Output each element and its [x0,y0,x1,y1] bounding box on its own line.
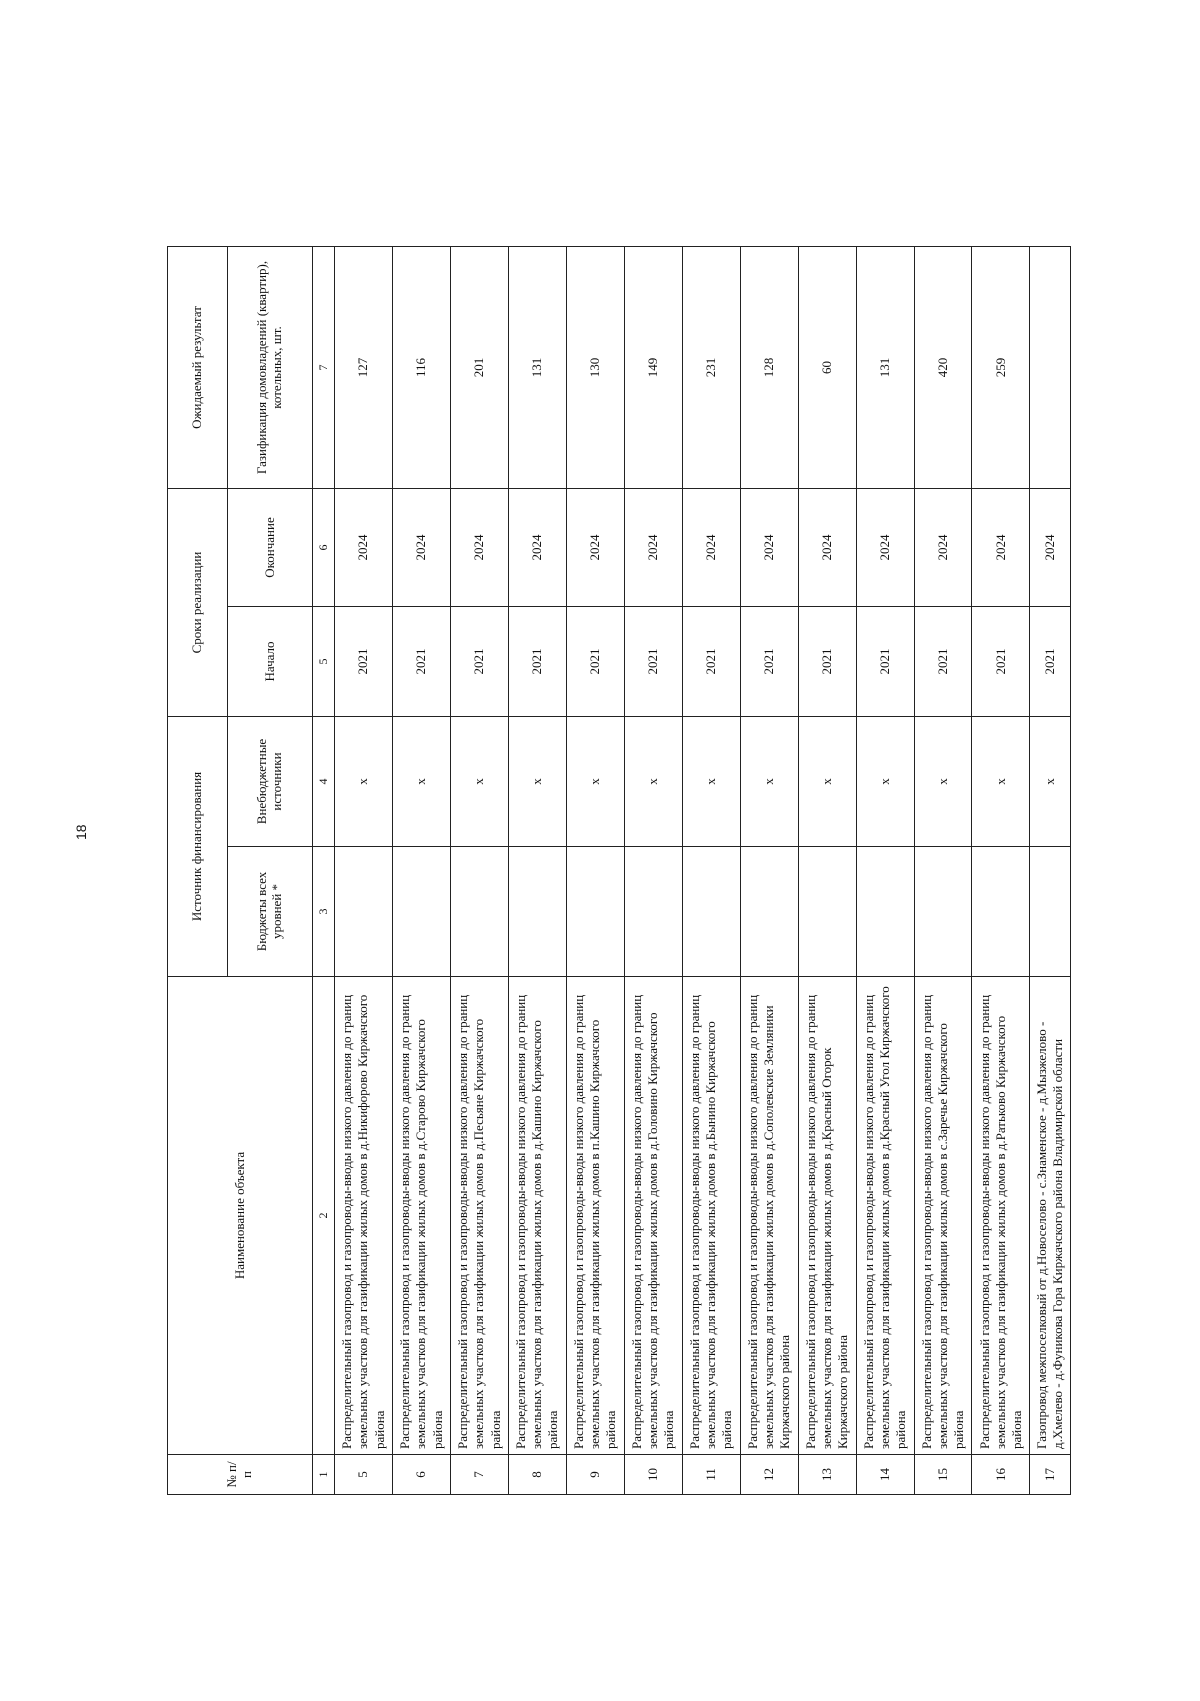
row-end: 2024 [798,488,856,606]
row-budget [682,847,740,977]
table-row [682,246,740,1494]
row-offbudget: x [798,717,856,847]
table-row [450,246,508,1494]
row-num: 5 [335,1455,393,1495]
column-number: 5 [313,607,335,717]
row-name: Распределительный газопровод и газопроводы-вводы низкого давления до границ земельных участков для газификации жилых домов в д.Красный Огорок Киржачского района [798,977,856,1455]
row-offbudget: x [682,717,740,847]
row-budget [856,847,914,977]
row-start: 2021 [740,607,798,717]
row-end: 2024 [508,488,566,606]
row-num: 14 [856,1455,914,1495]
row-offbudget: x [450,717,508,847]
row-start: 2021 [798,607,856,717]
row-offbudget: x [1030,717,1071,847]
row-name: Газопровод межпоселковый от д.Новоселово - с.Знаменское - д.Мызжелово - д.Хмелево - д.Фуникова Гора Киржачского района Владимирской области [1030,977,1071,1455]
row-budget [1030,847,1071,977]
table-row [798,246,856,1494]
row-offbudget: x [335,717,393,847]
row-result: 131 [508,246,566,488]
row-budget [508,847,566,977]
row-budget [914,847,972,977]
column-number: 3 [313,847,335,977]
row-num: 11 [682,1455,740,1495]
row-start: 2021 [856,607,914,717]
row-offbudget: x [914,717,972,847]
header-expected: Ожидаемый результат [168,246,228,488]
table-row [740,246,798,1494]
row-name: Распределительный газопровод и газопроводы-вводы низкого давления до границ земельных участков для газификации жилых домов в д.Кашино Киржачского района [508,977,566,1455]
header-offbudget: Внебюджетные источники [228,717,313,847]
row-end: 2024 [682,488,740,606]
header-funding: Источник финансирования [168,717,228,977]
table-body [335,246,1071,1494]
table-row [566,246,624,1494]
row-result [1030,246,1071,488]
table-row [392,246,450,1494]
row-offbudget: x [624,717,682,847]
row-budget [335,847,393,977]
column-number: 1 [313,1455,335,1495]
row-budget [566,847,624,977]
row-end: 2024 [1030,488,1071,606]
row-budget [624,847,682,977]
column-number: 6 [313,488,335,606]
table-row [508,246,566,1494]
row-result: 128 [740,246,798,488]
row-name: Распределительный газопровод и газопроводы-вводы низкого давления до границ земельных участков для газификации жилых домов в д.Песьяне Киржачского района [450,977,508,1455]
row-name: Распределительный газопровод и газопроводы-вводы низкого давления до границ земельных участков для газификации жилых домов в д.Сополевские Земляники Киржачского района [740,977,798,1455]
row-start: 2021 [624,607,682,717]
column-number: 7 [313,246,335,488]
row-name: Распределительный газопровод и газопроводы-вводы низкого давления до границ земельных участков для газификации жилых домов в п.Кашино Киржачского района [566,977,624,1455]
header-num: № п/п [168,1455,313,1495]
row-num: 12 [740,1455,798,1495]
row-start: 2021 [914,607,972,717]
header-budget: Бюджеты всех уровней * [228,847,313,977]
header-start: Начало [228,607,313,717]
row-result: 420 [914,246,972,488]
row-result: 130 [566,246,624,488]
row-name: Распределительный газопровод и газопроводы-вводы низкого давления до границ земельных участков для газификации жилых домов в д.Старово Киржачского района [392,977,450,1455]
header-period: Сроки реализации [168,488,228,716]
row-end: 2024 [624,488,682,606]
row-start: 2021 [450,607,508,717]
row-result: 60 [798,246,856,488]
row-num: 13 [798,1455,856,1495]
row-offbudget: x [566,717,624,847]
row-budget [798,847,856,977]
row-start: 2021 [972,607,1030,717]
row-result: 116 [392,246,450,488]
table-row [914,246,972,1494]
row-result: 259 [972,246,1030,488]
row-num: 9 [566,1455,624,1495]
column-number: 4 [313,717,335,847]
table-row [856,246,914,1494]
row-offbudget: x [856,717,914,847]
row-end: 2024 [740,488,798,606]
page-number: 18 [73,824,89,840]
row-num: 17 [1030,1455,1071,1495]
header-end: Окончание [228,488,313,606]
row-budget [392,847,450,977]
row-result: 231 [682,246,740,488]
column-number: 2 [313,977,335,1455]
row-start: 2021 [508,607,566,717]
table-row [335,246,393,1494]
row-budget [740,847,798,977]
row-budget [450,847,508,977]
row-budget [972,847,1030,977]
row-offbudget: x [392,717,450,847]
row-end: 2024 [972,488,1030,606]
row-end: 2024 [392,488,450,606]
table-row [624,246,682,1494]
table-row [1030,246,1071,1494]
row-end: 2024 [914,488,972,606]
row-start: 2021 [566,607,624,717]
row-num: 15 [914,1455,972,1495]
row-offbudget: x [740,717,798,847]
row-name: Распределительный газопровод и газопроводы-вводы низкого давления до границ земельных участков для газификации жилых домов в с.Заречье Киржачского района [914,977,972,1455]
row-num: 16 [972,1455,1030,1495]
row-num: 10 [624,1455,682,1495]
table-row [972,246,1030,1494]
row-num: 7 [450,1455,508,1495]
row-name: Распределительный газопровод и газопроводы-вводы низкого давления до границ земельных участков для газификации жилых домов в д.Красный Угол Киржачского района [856,977,914,1455]
row-end: 2024 [566,488,624,606]
header-result: Газификация домовладений (квартир), котельных, шт. [228,246,313,488]
row-end: 2024 [856,488,914,606]
gasification-table [167,246,1071,1495]
row-result: 131 [856,246,914,488]
row-start: 2021 [1030,607,1071,717]
row-name: Распределительный газопровод и газопроводы-вводы низкого давления до границ земельных участков для газификации жилых домов в д.Бынино Киржачского района [682,977,740,1455]
row-result: 127 [335,246,393,488]
row-end: 2024 [450,488,508,606]
row-result: 149 [624,246,682,488]
row-start: 2021 [335,607,393,717]
row-name: Распределительный газопровод и газопроводы-вводы низкого давления до границ земельных участков для газификации жилых домов в д.Головино Киржачского района [624,977,682,1455]
row-result: 201 [450,246,508,488]
row-end: 2024 [335,488,393,606]
row-name: Распределительный газопровод и газопроводы-вводы низкого давления до границ земельных участков для газификации жилых домов в д.Ратьково Киржачского района [972,977,1030,1455]
row-num: 8 [508,1455,566,1495]
rotated-table-container [167,247,1071,1495]
header-name: Наименование объекта [168,977,313,1455]
row-start: 2021 [392,607,450,717]
row-name: Распределительный газопровод и газопроводы-вводы низкого давления до границ земельных участков для газификации жилых домов в д.Никифорово Киржачского района [335,977,393,1455]
row-offbudget: x [508,717,566,847]
row-offbudget: x [972,717,1030,847]
row-start: 2021 [682,607,740,717]
row-num: 6 [392,1455,450,1495]
